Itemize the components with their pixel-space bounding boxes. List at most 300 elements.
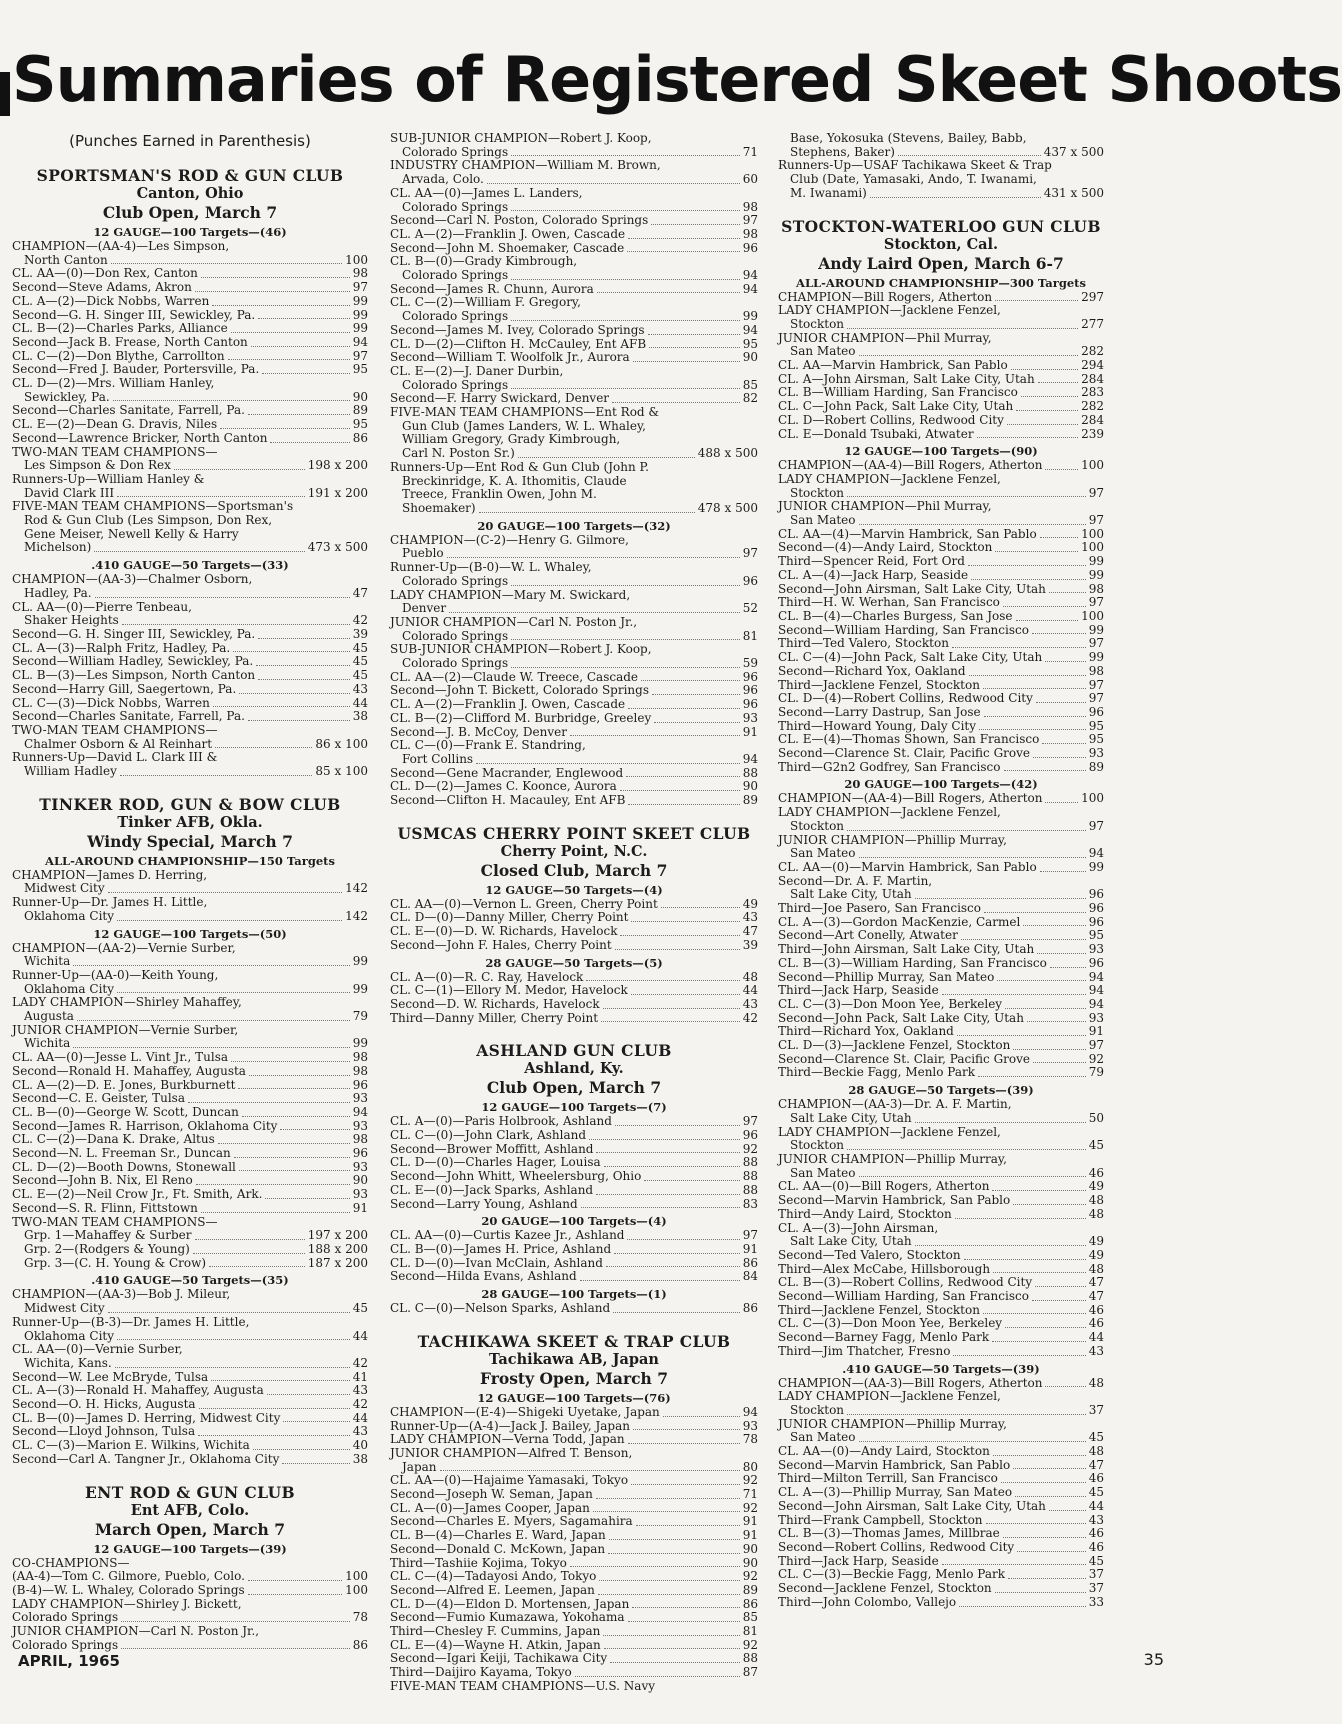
section-heading: 28 GAUGE—50 Targets—(5) xyxy=(485,955,663,970)
result-text: Second—Larry Young, Ashland xyxy=(390,1196,578,1211)
result-line xyxy=(778,1404,1104,1418)
dot-leader xyxy=(915,1235,1086,1246)
dot-leader xyxy=(614,1243,740,1254)
result-line xyxy=(390,433,758,447)
result-line xyxy=(12,1065,368,1079)
result-line xyxy=(12,473,368,487)
result-text: Colorado Springs xyxy=(402,628,509,643)
result-text: Colorado Springs xyxy=(402,144,509,159)
score: 96 xyxy=(742,573,758,588)
result-text: Third—Howard Young, Daly City xyxy=(778,718,977,733)
dot-leader xyxy=(979,720,1086,731)
dot-leader xyxy=(258,628,350,639)
result-line xyxy=(778,1290,1104,1304)
event-title: Frosty Open, March 7 xyxy=(479,1368,669,1388)
result-text: CHAMPION—(AA-3)—Chalmer Osborn, xyxy=(12,572,253,587)
result-line xyxy=(390,643,758,657)
dot-leader xyxy=(952,637,1086,648)
result-text: CHAMPION—(AA-4)—Bill Rogers, Atherton xyxy=(778,458,1043,473)
score: 282 xyxy=(1081,344,1104,359)
dot-leader xyxy=(589,1129,740,1140)
result-line xyxy=(778,583,1104,597)
result-line xyxy=(390,502,758,516)
dot-leader xyxy=(1023,916,1085,927)
result-text: Second—William T. Woolfolk Jr., Aurora xyxy=(390,350,630,365)
score: 99 xyxy=(352,1036,368,1051)
dot-leader xyxy=(915,888,1086,899)
dot-leader xyxy=(1017,1541,1086,1552)
dot-leader xyxy=(580,1270,740,1281)
dot-leader xyxy=(511,657,740,668)
result-text: JUNIOR CHAMPION—Vernie Surber, xyxy=(12,1022,239,1037)
result-line xyxy=(778,359,1104,373)
result-line xyxy=(778,1541,1104,1555)
result-text: CHAMPION—(AA-4)—Les Simpson, xyxy=(12,239,230,253)
result-line xyxy=(778,1317,1104,1331)
result-line xyxy=(12,1079,368,1093)
score: 97 xyxy=(1088,513,1104,528)
column-3 xyxy=(778,131,1104,1609)
result-line xyxy=(12,418,368,432)
dot-leader xyxy=(984,706,1086,717)
result-line xyxy=(12,350,368,364)
score: 42 xyxy=(352,1397,368,1412)
score: 49 xyxy=(1088,1247,1104,1262)
section-heading: 20 GAUGE—100 Targets—(32) xyxy=(477,518,671,533)
dot-leader xyxy=(193,1243,305,1254)
score: 38 xyxy=(352,1451,368,1466)
dot-leader xyxy=(1049,1500,1086,1511)
score: 88 xyxy=(742,1155,758,1170)
score: 99 xyxy=(352,293,368,308)
dot-leader xyxy=(94,541,304,552)
result-line xyxy=(12,942,368,956)
club-location: Tachikawa AB, Japan xyxy=(489,1350,659,1368)
score: 473 x 500 xyxy=(307,540,368,555)
section-heading: .410 GAUGE—50 Targets—(35) xyxy=(91,1273,289,1288)
result-line xyxy=(390,1198,758,1212)
result-line xyxy=(12,309,368,323)
score: 37 xyxy=(1088,1402,1104,1417)
result-text: Second—Barney Fagg, Menlo Park xyxy=(778,1330,990,1345)
result-line xyxy=(778,1527,1104,1541)
result-line xyxy=(778,692,1104,706)
dot-leader xyxy=(641,671,740,682)
score: 93 xyxy=(352,1118,368,1133)
score: 92 xyxy=(742,1473,758,1488)
result-text: CL. B—(0)—George W. Scott, Duncan xyxy=(12,1104,239,1119)
dot-leader xyxy=(1001,1472,1086,1483)
score: 95 xyxy=(352,417,368,432)
result-text: Second—John T. Bickett, Colorado Springs xyxy=(390,683,650,698)
dot-leader xyxy=(248,1570,342,1581)
result-text: TWO-MAN TEAM CHAMPIONS— xyxy=(12,444,218,459)
result-text: Second—Fred J. Bauder, Portersville, Pa. xyxy=(12,362,260,377)
score: 50 xyxy=(1088,1110,1104,1125)
dot-leader xyxy=(957,1025,1086,1036)
result-text: CL. D—Robert Collins, Redwood City xyxy=(778,412,1004,427)
result-text: CL. A—(3)—Gordon MacKenzie, Carmel xyxy=(778,914,1021,929)
score: 95 xyxy=(1088,732,1104,747)
score: 49 xyxy=(742,896,758,911)
result-line xyxy=(12,267,368,281)
result-line xyxy=(390,712,758,726)
result-line xyxy=(12,738,368,752)
result-line xyxy=(778,806,1104,820)
result-line xyxy=(390,1611,758,1625)
event-title: Andy Laird Open, March 6-7 xyxy=(818,253,1064,273)
result-line xyxy=(12,1229,368,1243)
result-text: Second—Jack B. Frease, North Canton xyxy=(12,334,248,349)
result-line xyxy=(778,1459,1104,1473)
result-text: JUNIOR CHAMPION—Phillip Murray, xyxy=(778,1152,1007,1166)
score: 37 xyxy=(1088,1581,1104,1596)
dot-leader xyxy=(1013,1194,1085,1205)
dot-leader xyxy=(964,1249,1086,1260)
result-line xyxy=(390,1257,758,1271)
result-line xyxy=(12,601,368,615)
result-text: CL. B—(3)—Les Simpson, North Canton xyxy=(12,668,256,683)
dot-leader xyxy=(239,683,349,694)
result-line xyxy=(390,911,758,925)
dot-leader xyxy=(511,269,740,280)
score: 48 xyxy=(742,969,758,984)
score: 100 xyxy=(345,1569,368,1584)
result-line xyxy=(778,187,1104,201)
result-text: Wichita, Kans. xyxy=(24,1355,112,1370)
dot-leader xyxy=(859,345,1079,356)
dot-leader xyxy=(1045,1377,1085,1388)
result-text: Second—Brower Moffitt, Ashland xyxy=(390,1141,594,1156)
result-line xyxy=(390,296,758,310)
score: 47 xyxy=(1088,1457,1104,1472)
dot-leader xyxy=(652,684,740,695)
section-heading: ALL-AROUND CHAMPIONSHIP—300 Targets xyxy=(796,275,1086,290)
result-text: FIVE-MAN TEAM CHAMPIONS—Ent Rod & xyxy=(390,405,660,420)
dot-leader xyxy=(447,547,740,558)
result-text: Runner-Up—(B-3)—Dr. James H. Little, xyxy=(12,1314,250,1329)
score: 92 xyxy=(742,1569,758,1584)
result-line xyxy=(390,269,758,283)
dot-leader xyxy=(598,1584,740,1595)
dot-leader xyxy=(961,929,1086,940)
result-text: Club (Date, Yamasaki, Ando, T. Iwanami, xyxy=(790,172,1037,187)
dot-leader xyxy=(615,1115,740,1126)
score: 98 xyxy=(1088,581,1104,596)
result-text: Second—W. Lee McBryde, Tulsa xyxy=(12,1369,209,1384)
dot-leader xyxy=(201,1202,350,1213)
dot-leader xyxy=(267,1384,350,1395)
dot-leader xyxy=(1038,373,1078,384)
score: 78 xyxy=(742,1432,758,1447)
score: 100 xyxy=(345,1582,368,1597)
result-line xyxy=(390,1543,758,1557)
result-text: Sewickley, Pa. xyxy=(24,389,110,404)
result-line xyxy=(390,547,758,561)
dot-leader xyxy=(511,630,740,641)
score: 93 xyxy=(1088,1010,1104,1025)
score: 43 xyxy=(352,1383,368,1398)
dot-leader xyxy=(627,1229,739,1240)
result-text: CL. C—(4)—John Pack, Salt Lake City, Utah xyxy=(778,650,1043,665)
score: 42 xyxy=(352,613,368,628)
score: 99 xyxy=(742,309,758,324)
result-line xyxy=(390,406,758,420)
result-line xyxy=(778,888,1104,902)
score: 98 xyxy=(352,1050,368,1065)
result-line xyxy=(778,541,1104,555)
result-text: Second—Larry Dastrup, San Jose xyxy=(778,704,981,719)
score: 99 xyxy=(1088,554,1104,569)
result-line xyxy=(12,1357,368,1371)
dot-leader xyxy=(898,146,1041,157)
score: 98 xyxy=(742,226,758,241)
score: 239 xyxy=(1081,426,1104,441)
result-text: Carl N. Poston Sr.) xyxy=(402,446,515,461)
result-text: Second—John B. Nix, El Reno xyxy=(12,1173,193,1188)
score: 85 xyxy=(742,1610,758,1625)
dot-leader xyxy=(995,291,1078,302)
result-line xyxy=(12,1302,368,1316)
result-text: Third—Tashiie Kojima, Tokyo xyxy=(390,1555,567,1570)
score: 45 xyxy=(1088,1485,1104,1500)
result-text: Second—William Hadley, Sewickley, Pa. xyxy=(12,654,254,669)
result-line xyxy=(778,473,1104,487)
result-line xyxy=(778,1208,1104,1222)
score: 99 xyxy=(352,954,368,969)
dot-leader xyxy=(199,1398,350,1409)
score: 85 xyxy=(742,377,758,392)
dot-leader xyxy=(628,698,740,709)
result-text: FIVE-MAN TEAM CHAMPIONS—Sportsman's xyxy=(12,499,294,514)
result-text: LADY CHAMPION—Jacklene Fenzel, xyxy=(778,1124,1001,1139)
dot-leader xyxy=(195,281,350,292)
dot-leader xyxy=(1007,414,1078,425)
result-line xyxy=(390,575,758,589)
score: 86 xyxy=(742,1301,758,1316)
result-line xyxy=(778,916,1104,930)
result-line xyxy=(12,710,368,724)
result-line xyxy=(12,240,368,254)
score: 52 xyxy=(742,601,758,616)
score: 86 xyxy=(352,1637,368,1652)
result-line xyxy=(778,487,1104,501)
score: 79 xyxy=(352,1009,368,1024)
dot-leader xyxy=(859,1431,1086,1442)
dot-leader xyxy=(73,955,349,966)
result-line xyxy=(390,392,758,406)
dot-leader xyxy=(870,187,1041,198)
result-line xyxy=(390,1270,758,1284)
dot-leader xyxy=(195,1229,305,1240)
result-line xyxy=(778,1139,1104,1153)
score: 97 xyxy=(742,546,758,561)
result-text: CL. C—(0)—Nelson Sparks, Ashland xyxy=(390,1301,611,1316)
result-line xyxy=(12,1174,368,1188)
result-line xyxy=(390,310,758,324)
score: 100 xyxy=(1081,608,1104,623)
score: 94 xyxy=(742,281,758,296)
result-line xyxy=(390,671,758,685)
score: 90 xyxy=(352,389,368,404)
dot-leader xyxy=(1050,957,1086,968)
result-line xyxy=(390,1570,758,1584)
result-line xyxy=(390,461,758,475)
result-text: Second—Donald C. McKown, Japan xyxy=(390,1541,606,1556)
result-text: CL. C—(1)—Ellory M. Medor, Havelock xyxy=(390,983,628,998)
result-text: (B-4)—W. L. Whaley, Colorado Springs xyxy=(12,1582,245,1597)
column-1 xyxy=(12,132,368,1652)
dot-leader xyxy=(188,1092,350,1103)
result-line xyxy=(390,971,758,985)
score: 93 xyxy=(352,1159,368,1174)
dot-leader xyxy=(620,925,739,936)
score: 198 x 200 xyxy=(307,458,368,473)
dot-leader xyxy=(1011,359,1078,370)
dot-leader xyxy=(596,1488,740,1499)
result-line xyxy=(778,1222,1104,1236)
score: 47 xyxy=(1088,1289,1104,1304)
dot-leader xyxy=(108,1302,350,1313)
result-text: CL. C—(3)—Don Moon Yee, Berkeley xyxy=(778,1316,1003,1331)
result-text: Fort Collins xyxy=(402,751,474,766)
dot-leader xyxy=(628,228,740,239)
dot-leader xyxy=(628,1433,740,1444)
club-location: Stockton, Cal. xyxy=(883,235,999,253)
result-line xyxy=(778,651,1104,665)
result-text: Treece, Franklin Owen, John M. xyxy=(402,487,597,502)
result-text: CL. D—(2)—Mrs. William Hanley, xyxy=(12,376,215,391)
score: 39 xyxy=(742,937,758,952)
result-line xyxy=(12,363,368,377)
score: 71 xyxy=(742,1487,758,1502)
dot-leader xyxy=(627,242,739,253)
result-line xyxy=(390,1170,758,1184)
result-line xyxy=(12,683,368,697)
score: 47 xyxy=(742,924,758,939)
result-text: San Mateo xyxy=(790,1165,856,1180)
result-text: Second—Dr. A. F. Martin, xyxy=(778,873,933,888)
dot-leader xyxy=(859,1167,1086,1178)
result-text: Chalmer Osborn & Al Reinhart xyxy=(24,736,213,751)
result-text: CL. D—(2)—Booth Downs, Stonewall xyxy=(12,1159,236,1174)
result-line xyxy=(778,720,1104,734)
score: 40 xyxy=(352,1438,368,1453)
score: 93 xyxy=(742,710,758,725)
result-text: Base, Yokosuka (Stevens, Bailey, Babb, xyxy=(790,131,1027,145)
result-line xyxy=(778,1390,1104,1404)
dot-leader xyxy=(604,1156,740,1167)
issue-date: APRIL, 1965 xyxy=(18,1652,120,1670)
result-text: JUNIOR CHAMPION—Carl N. Poston Jr., xyxy=(390,614,638,629)
result-text: LADY CHAMPION—Jacklene Fenzel, xyxy=(778,471,1001,486)
result-line xyxy=(390,1584,758,1598)
result-line xyxy=(390,187,758,201)
score: 88 xyxy=(742,765,758,780)
result-line xyxy=(390,1652,758,1666)
dot-leader xyxy=(955,1208,1086,1219)
result-text: Gun Club (James Landers, W. L. Whaley, xyxy=(402,418,646,433)
result-text: Colorado Springs xyxy=(402,377,509,392)
score: 431 x 500 xyxy=(1043,185,1104,200)
dot-leader xyxy=(1004,761,1086,772)
dot-leader xyxy=(231,322,350,333)
result-line xyxy=(390,488,758,502)
result-line xyxy=(778,1235,1104,1249)
result-line xyxy=(778,400,1104,414)
result-text: Stockton xyxy=(790,818,845,833)
dot-leader xyxy=(953,1345,1085,1356)
club-location: Ashland, Ky. xyxy=(524,1060,624,1078)
result-line xyxy=(778,984,1104,998)
dot-leader xyxy=(649,338,740,349)
score: 96 xyxy=(352,1146,368,1161)
score: 94 xyxy=(742,1404,758,1419)
result-text: San Mateo xyxy=(790,1430,856,1445)
score: 97 xyxy=(352,280,368,295)
score: 37 xyxy=(1088,1567,1104,1582)
dot-leader xyxy=(231,1051,350,1062)
result-text: CL. AA—(0)—James L. Landers, xyxy=(390,185,583,200)
section-heading: 12 GAUGE—100 Targets—(76) xyxy=(477,1390,671,1405)
result-text: CL. A—(3)—Ronald H. Mahaffey, Augusta xyxy=(12,1383,264,1398)
result-line xyxy=(12,983,368,997)
result-text: Second—Charles E. Myers, Sagamahira xyxy=(390,1514,633,1529)
dot-leader xyxy=(487,173,740,184)
dot-leader xyxy=(977,428,1079,439)
score: 100 xyxy=(1081,458,1104,473)
club-name: SPORTSMAN'S ROD & GUN CLUB xyxy=(36,166,344,185)
result-line xyxy=(390,379,758,393)
event-title: Club Open, March 7 xyxy=(486,1078,662,1098)
dot-leader xyxy=(262,363,349,374)
score: 96 xyxy=(742,1128,758,1143)
dot-leader xyxy=(248,404,350,415)
result-line xyxy=(12,1439,368,1453)
result-line xyxy=(778,146,1104,160)
dot-leader xyxy=(636,1515,740,1526)
score: 33 xyxy=(1088,1594,1104,1609)
score: 45 xyxy=(1088,1138,1104,1153)
result-text: CL. B—(0)—James H. Price, Ashland xyxy=(390,1242,612,1256)
result-text: CL. C—(3)—Beckie Fagg, Menlo Park xyxy=(778,1567,1005,1582)
dot-leader xyxy=(847,487,1086,498)
result-line xyxy=(778,1153,1104,1167)
result-text: Breckinridge, K. A. Ithomitis, Claude xyxy=(402,473,627,488)
dot-leader xyxy=(859,514,1086,525)
result-line xyxy=(12,1639,368,1653)
result-line xyxy=(778,1568,1104,1582)
dot-leader xyxy=(984,902,1086,913)
result-text: Third—John Airsman, Salt Lake City, Utah xyxy=(778,942,1035,957)
score: 96 xyxy=(1088,887,1104,902)
score: 142 xyxy=(345,881,368,896)
result-line xyxy=(12,1371,368,1385)
result-text: Third—Ted Valero, Stockton xyxy=(778,636,949,651)
dot-leader xyxy=(606,1257,740,1268)
result-line xyxy=(778,792,1104,806)
score: 93 xyxy=(1088,746,1104,761)
score: 94 xyxy=(1088,996,1104,1011)
result-line xyxy=(778,1025,1104,1039)
result-text: CL. A—John Airsman, Salt Lake City, Utah xyxy=(778,371,1035,386)
score: 100 xyxy=(1081,540,1104,555)
dot-leader xyxy=(476,753,740,764)
dot-leader xyxy=(570,1557,740,1568)
dot-leader xyxy=(1027,1012,1086,1023)
result-text: Third—Daijiro Kayama, Tokyo xyxy=(390,1665,572,1680)
result-text: Second—Marvin Hambrick, San Pablo xyxy=(778,1193,1011,1208)
